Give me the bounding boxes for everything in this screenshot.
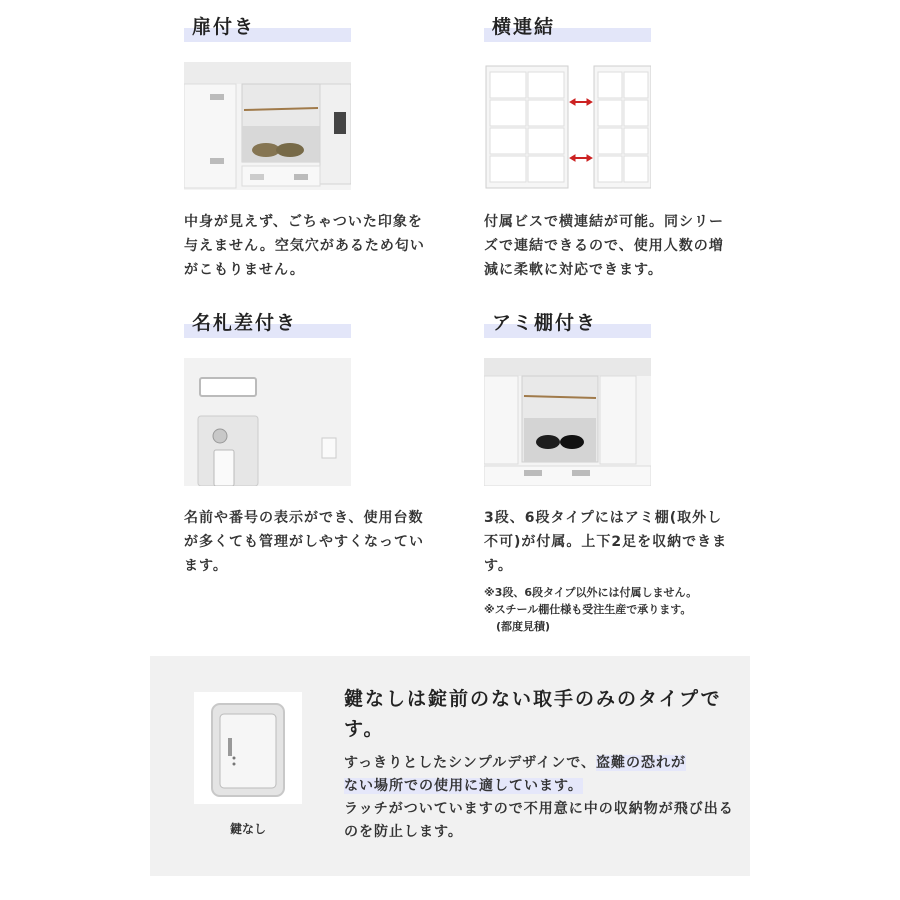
- feature-title-text: アミ棚付き: [492, 312, 598, 334]
- note-line: (都度見積): [496, 620, 551, 633]
- note-line: ※3段、6段タイプ以外には付属しません。: [484, 586, 698, 599]
- feature-title: [484, 304, 734, 340]
- keyless-text-part: すっきりとしたシンプルデザインで、: [344, 755, 596, 771]
- feature-notes: [484, 584, 734, 635]
- feature-desc: 3段、6段タイプにはアミ棚(取外し不可)が付属。上下2足を収納できます。: [484, 510, 728, 574]
- keyless-text: [344, 752, 734, 844]
- feature-connect: [484, 8, 734, 282]
- keyless-panel: [150, 656, 750, 876]
- feature-wireshelf: [484, 304, 734, 635]
- feature-nametag: [184, 304, 434, 578]
- locker-connected-image: [484, 62, 651, 190]
- feature-title-text: 名札差付き: [192, 312, 298, 334]
- keyless-text-highlight: ない場所での使用に適しています。: [344, 778, 583, 794]
- wire-shelf-image: [484, 358, 651, 486]
- feature-title: [184, 304, 434, 340]
- keyless-caption: 鍵なし: [229, 822, 266, 836]
- keyless-text-part: ラッチがついていますので不用意に中の収納物が飛び出るのを防止します。: [344, 801, 734, 840]
- name-tag-holder-image: [184, 358, 351, 486]
- feature-desc: 名前や番号の表示ができ、使用台数が多くても管理がしやすくなっています。: [184, 510, 424, 574]
- feature-title: [184, 8, 434, 44]
- feature-desc: 中身が見えず、ごちゃついた印象を与えません。空気穴があるため匂いがこもりません。: [184, 214, 425, 278]
- keyless-text-highlight: 盗難の恐れが: [596, 755, 686, 771]
- locker-open-door-image: [184, 62, 351, 190]
- note-line: ※スチール棚仕様も受注生産で承ります。: [484, 603, 692, 616]
- keyless-title: 鍵なしは錠前のない取手のみのタイプです。: [344, 688, 722, 740]
- feature-door: [184, 8, 434, 282]
- feature-title: [484, 8, 734, 44]
- feature-title-text: 扉付き: [192, 16, 256, 38]
- connect-arrow-icon: [570, 99, 592, 161]
- feature-title-text: 横連結: [492, 16, 556, 38]
- keyless-handle-image: [194, 692, 302, 804]
- feature-desc: 付属ビスで横連結が可能。同シリーズで連結できるので、使用人数の増減に柔軟に対応できます。: [484, 214, 724, 278]
